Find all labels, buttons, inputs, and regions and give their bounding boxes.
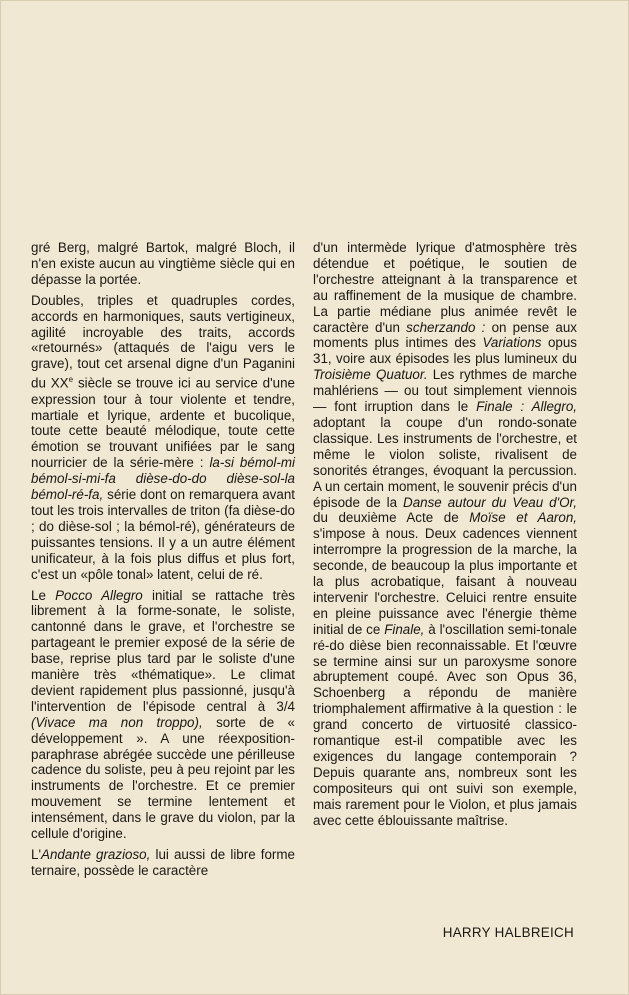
paragraph-3-text-e: sorte de « développement ». A une réexposition-paraphrase abrégée succède une périlleuse cadence du soliste, peu à peu rejoint par les instruments de l'orchestre. Et ce premier mouvement se termine lentement et intensément, dans le grave du violon, par la cellule d'origine. (31, 714, 295, 842)
paragraph-3-text-c: initial se rattache très librement à la forme-sonate, le soliste, cantonné dans le grave, et l'orchestre se partageant le premier exposé de la série de base, reprise plus tard par le soliste d'une manière très «thématique». Le climat devient rapidement plus passionné, jusqu'à l'intervention de l'épisode central à 3/4 (31, 587, 295, 714)
paragraph-5-text-o: à l'oscillation semi-tonale ré-do dièse bien reconnaissable. Et l'œuvre se termine ainsi sur un paroxysme sonore abruptement coupé. Avec son Opus 36, Schoenberg a répondu de manière triomphalement affirmative à la question : le grand concerto de virtuosité classico-romantique est-il compatible avec les exigences du langage contemporain ? Depuis quarante ans, nombreux sont les compositeurs qui ont suivi son exemple, mais rarement pour le Violon, et plus jamais avec cette éblouissante maîtrise. (313, 621, 578, 828)
tone-row-italic: la-si bémol-mi bémol-si-mi-fa dièse-do-do dièse-sol-la bémol-ré-fa, (31, 455, 295, 503)
century-superscript: e (68, 375, 74, 385)
paragraph-2-text-a: Doubles, triples et quadruples cordes, accords en harmoniques, sauts vertigineux, agilité incroyable des traits, accords «retournés» (attaqués de l'aigu vers le grave), tout cet arsenal digne d'un Paganini du XX (31, 292, 295, 391)
paragraph-4-text-a: L' (31, 847, 42, 862)
paragraph-5-text-m: s'impose à nous. Deux cadences viennent interrompre la progression de la marche, la seconde, de beaucoup la plus importante et la plus acrobatique, faisant à nouveau intervenir l'orchestre. Celuici rentre ensuite en pleine puissance avec l'énergie thème initial de ce (313, 526, 577, 637)
paragraph-5-text-i: adoptant la coupe d'un rondo-sonate classique. Les instruments de l'orchestre, et même le violon soliste, rivalisent de sonorités étranges, évoquant la percussion. A un certain moment, le souvenir précis d'un épisode de la (313, 414, 577, 510)
paragraph-3 (31, 588, 295, 843)
paragraph-5-text-a: d'un intermède lyrique d'atmosphère très détendue et poétique, le soutien de l'orchestre atteignant à la transparence et au raffinement de la musique de chambre. La partie médiane plus animée revêt le caractère d'un (313, 240, 577, 335)
moise-italic: Moïse et Aaron, (469, 510, 577, 526)
paragraph-2-text-b: siècle se trouve ici au service d'une expression tour à tour violente et tendre, martiale et lyrique, ardente et bucolique, toute cette beauté mélodique, toute cette émotion se trouvant unifiées par le sang nourricier de la série-mère : (31, 375, 295, 471)
left-column (31, 240, 295, 884)
variations-italic: Variations (482, 335, 542, 351)
danse-italic: Danse autour du Veau d'Or, (403, 494, 578, 510)
paragraph-5 (313, 240, 577, 829)
paragraph-5-text-g: Les rythmes de marche mahlériens — ou tout simplement viennois — font irruption dans le (313, 367, 577, 415)
tempo-italic: (Vivace ma non troppo), (31, 714, 203, 730)
paragraph-2 (31, 293, 295, 583)
paragraph-4-text-c: lui aussi de libre forme ternaire, possède le caractère (31, 847, 295, 878)
movement-title-italic: Pocco Allegro (55, 587, 143, 603)
paragraph-5-text-k: du deuxième Acte de (313, 510, 470, 526)
paragraph-5-text-e: opus 31, voire aux épisodes les plus lumineux du (313, 335, 577, 367)
quatuor-italic: Troisième Quatuor. (313, 367, 428, 383)
paragraph-4 (31, 847, 295, 879)
paragraph-2-text-d: série dont on remarquera avant tout les trois intervalles de triton (fa dièse-do ; do dièse-sol ; la bémol-ré), générateurs de puissantes tensions. Il y a un autre élément unificateur, à la fois plus diffus et plus fort, c'est un «pôle tonal» latent, celui de ré. (31, 487, 295, 582)
paragraph-1 (31, 240, 295, 288)
scherzando-italic: scherzando : (406, 319, 486, 335)
finale-italic: Finale, (384, 621, 425, 637)
paragraph-3-text-a: Le (31, 587, 56, 603)
right-column (313, 240, 577, 834)
author-signature: HARRY HALBREICH (442, 925, 574, 940)
paragraph-1-text: gré Berg, malgré Bartok, malgré Bloch, il n'en existe aucun au vingtième siècle qui en dépasse la portée. (31, 240, 295, 287)
paragraph-5-text-c: on pense aux moments plus intimes des (313, 319, 577, 351)
finale-allegro-italic: Finale : Allegro, (476, 399, 577, 415)
andante-italic: Andante grazioso, (41, 847, 151, 862)
